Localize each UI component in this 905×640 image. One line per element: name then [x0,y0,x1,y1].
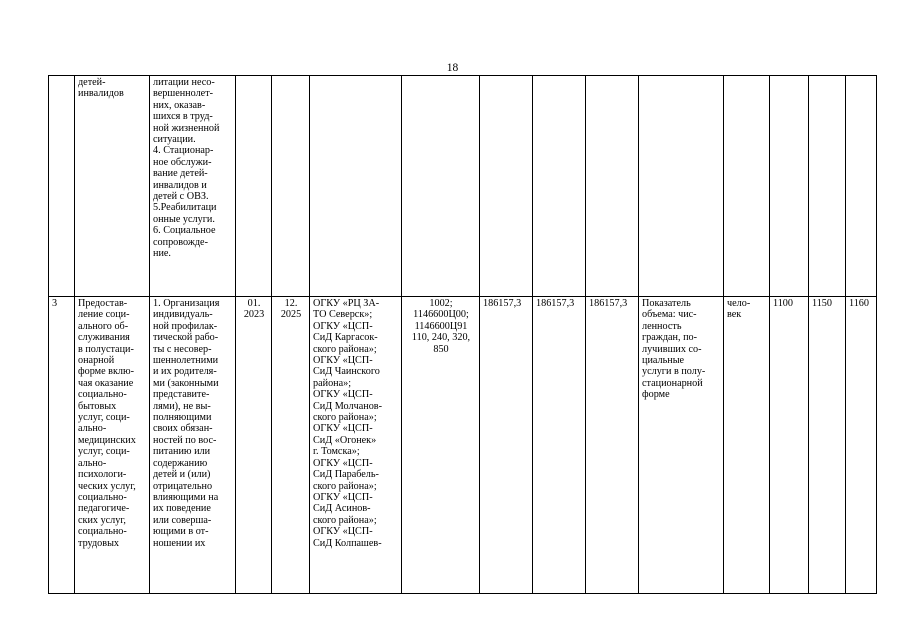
cell-sum-3: 186157,3 [586,297,639,594]
page-number: 18 [446,62,459,74]
measures-table [48,75,877,594]
cell-value-3: 1160 [846,297,877,594]
cell-sum-1 [480,76,533,297]
cell-value-1 [770,76,809,297]
cell-name: детей- инвалидов [75,76,150,297]
cell-sum-1: 186157,3 [480,297,533,594]
cell-content: 1. Организация индивидуаль- ной профилак- тической рабо- ты с несовер- шеннолетними и их родителя- ми (законными представите- лями), не вы- полняющими своих обязан- ностей по вос- питанию или содержанию детей и (или) отрицательно влияющими на их поведение или соверша- ющими в от- ношении их [150,297,236,594]
cell-start [236,76,272,297]
cell-executors: ОГКУ «РЦ ЗА- ТО Северск»; ОГКУ «ЦСП- СиД Каргасок- ского района»; ОГКУ «ЦСП- СиД Чаинского района»; ОГКУ «ЦСП- СиД Молчанов- ского района»; ОГКУ «ЦСП- СиД «Огонек» г. Томска»; ОГКУ «ЦСП- СиД Парабель- ского района»; ОГКУ «ЦСП- СиД Асинов- ского района»; ОГКУ «ЦСП- СиД Колпашев- [310,297,402,594]
cell-start: 01. 2023 [236,297,272,594]
cell-kbk [402,76,480,297]
cell-indicator: Показатель объема: чис- ленность граждан, по- лучивших со- циальные услуги в полу- стационарной форме [639,297,724,594]
cell-unit: чело- век [724,297,770,594]
cell-value-2: 1150 [809,297,846,594]
cell-kbk: 1002; 1146600Ц00; 1146600Ц91 110, 240, 320, 850 [402,297,480,594]
cell-name: Предостав- ление соци- ального об- служивания в полустаци- онарной форме вклю- чая оказание социально- бытовых услуг, соци- ально- медицинских услуг, соци- ально- психологи- ческих услуг, социально- педагогиче- ских услуг, социально- трудовых [75,297,150,594]
cell-value-2 [809,76,846,297]
cell-value-3 [846,76,877,297]
cell-sum-2 [533,76,586,297]
table-row [49,76,877,297]
cell-end [272,76,310,297]
cell-unit [724,76,770,297]
cell-content: литации несо- вершеннолет- них, оказав- шихся в труд- ной жизненной ситуации. 4. Стационар- ное обслужи- вание детей- инвалидов и детей с ОВЗ. 5.Реабилитаци онные услуги. 6. Социальное сопровожде- ние. [150,76,236,297]
cell-end: 12. 2025 [272,297,310,594]
cell-executors [310,76,402,297]
cell-sum-3 [586,76,639,297]
table-row [49,297,877,594]
cell-sum-2: 186157,3 [533,297,586,594]
cell-no [49,76,75,297]
cell-no: 3 [49,297,75,594]
cell-indicator [639,76,724,297]
cell-value-1: 1100 [770,297,809,594]
